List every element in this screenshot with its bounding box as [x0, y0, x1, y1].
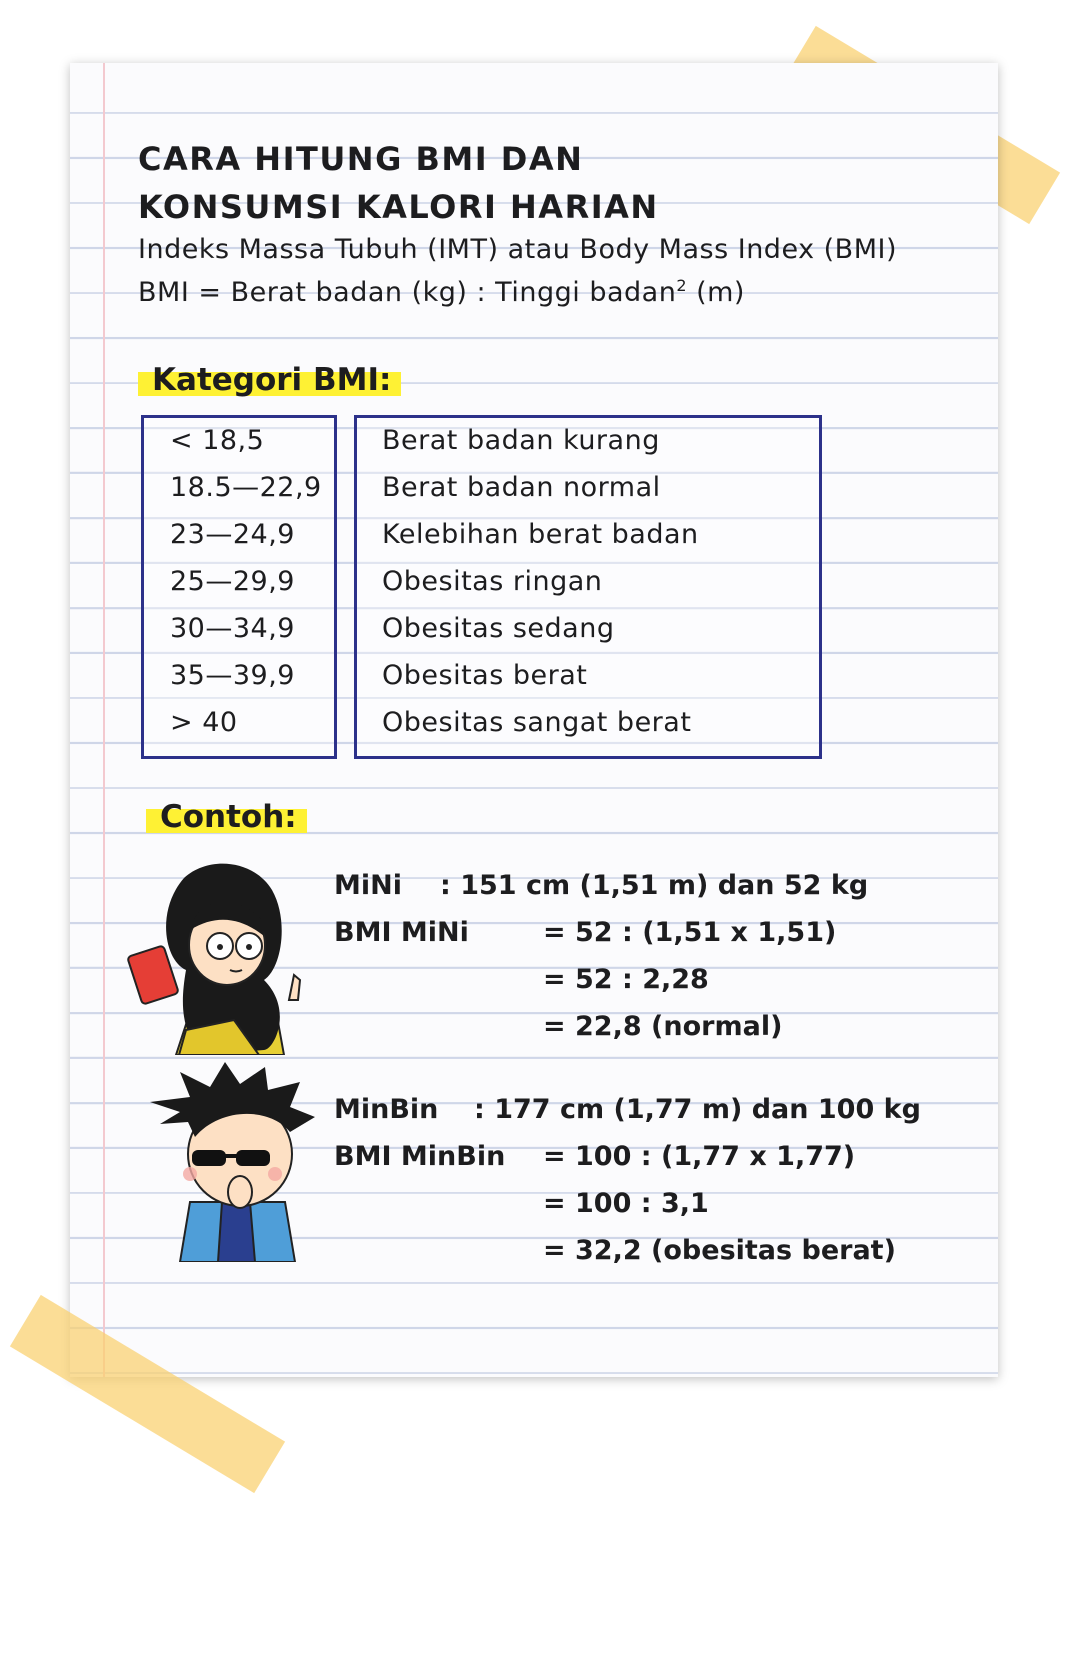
page-title-line-1: CARA HITUNG BMI DAN [138, 140, 584, 178]
mini-step-3: = 22,8 (normal) [543, 1011, 783, 1042]
bmi-category-6: Obesitas berat [382, 660, 588, 691]
minbin-step-1: = 100 : (1,77 x 1,77) [543, 1141, 856, 1172]
bmi-category-2: Berat badan normal [382, 472, 661, 503]
bmi-range-3: 23—24,9 [170, 519, 295, 550]
page-title-line-2: KONSUMSI KALORI HARIAN [138, 188, 659, 226]
formula-unit: (m) [687, 277, 745, 308]
contoh-heading-text: Contoh: [146, 799, 307, 835]
minbin-character-illustration [150, 1062, 320, 1262]
mini-character-illustration [124, 850, 324, 1055]
minbin-name: MinBin [334, 1094, 439, 1125]
mini-bmi-label: BMI MiNi [334, 917, 469, 948]
bmi-category-1: Berat badan kurang [382, 425, 660, 456]
bmi-range-5: 30—34,9 [170, 613, 295, 644]
kategori-heading-text: Kategori BMI: [138, 362, 401, 398]
bmi-category-4: Obesitas ringan [382, 566, 603, 597]
formula-superscript: 2 [676, 276, 687, 295]
bmi-formula [138, 276, 745, 308]
page-title [138, 135, 659, 231]
mini-data: : 151 cm (1,51 m) dan 52 kg [440, 870, 869, 901]
minbin-step-2: = 100 : 3,1 [543, 1188, 709, 1219]
minbin-step-3: = 32,2 (obesitas berat) [543, 1235, 896, 1266]
bmi-range-7: > 40 [170, 707, 238, 738]
bmi-range-6: 35—39,9 [170, 660, 295, 691]
bmi-category-3: Kelebihan berat badan [382, 519, 699, 550]
bmi-category-7: Obesitas sangat berat [382, 707, 692, 738]
contoh-heading [146, 799, 307, 835]
bmi-category-5: Obesitas sedang [382, 613, 615, 644]
mini-step-1: = 52 : (1,51 x 1,51) [543, 917, 837, 948]
bmi-range-1: < 18,5 [170, 425, 265, 456]
kategori-heading [138, 362, 401, 398]
intro-line: Indeks Massa Tubuh (IMT) atau Body Mass Index (BMI) [138, 234, 897, 265]
margin-line [103, 63, 105, 1377]
bmi-range-4: 25—29,9 [170, 566, 295, 597]
minbin-bmi-label: BMI MinBin [334, 1141, 506, 1172]
minbin-data: : 177 cm (1,77 m) dan 100 kg [474, 1094, 921, 1125]
formula-text: BMI = Berat badan (kg) : Tinggi badan [138, 277, 677, 308]
bmi-range-2: 18.5—22,9 [170, 472, 322, 503]
mini-step-2: = 52 : 2,28 [543, 964, 709, 995]
mini-name: MiNi [334, 870, 402, 901]
